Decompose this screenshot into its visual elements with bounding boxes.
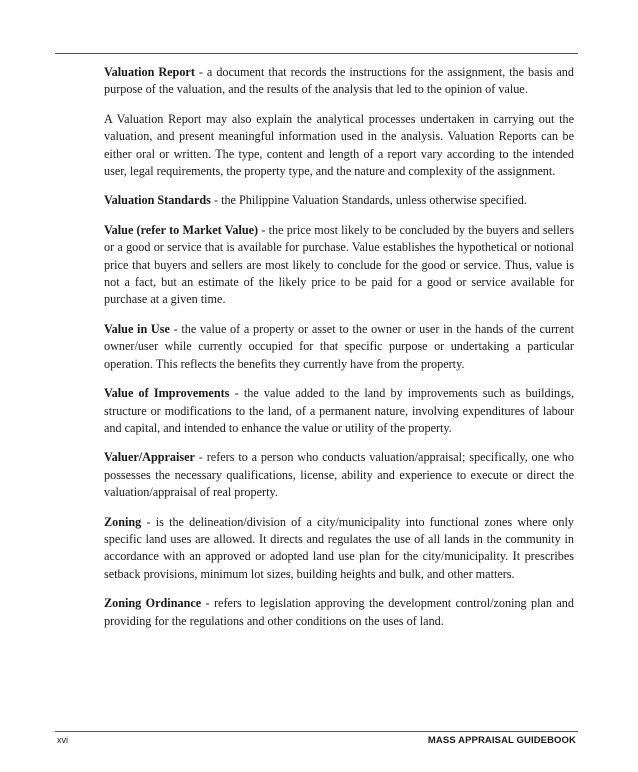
book-title: MASS APPRAISAL GUIDEBOOK xyxy=(427,735,576,746)
glossary-entry-valuation-report xyxy=(104,64,574,99)
page-number: xvi xyxy=(57,735,68,745)
glossary-entry-value xyxy=(104,222,574,309)
glossary-entry-value-in-use xyxy=(104,321,574,373)
glossary-term: Value in Use xyxy=(104,321,170,336)
glossary-definition: - refers to legislation approving the development control/zoning plan and providing for the regulations and other conditions on the uses of land. xyxy=(104,596,574,628)
glossary-term: Valuation Report xyxy=(104,65,195,79)
glossary-definition: - the Philippine Valuation Standards, unless otherwise specified. xyxy=(210,193,527,208)
glossary-entry-zoning-ordinance xyxy=(104,595,574,630)
glossary-entry-value-of-improvements xyxy=(104,385,574,437)
glossary-paragraph-valuation-report-detail xyxy=(104,111,574,181)
glossary-entry-valuation-standards xyxy=(104,192,574,209)
glossary-definition: - is the delineation/division of a city/municipality into functional zones where only specific land uses are allowed. It directs and regulates the use of all lands in the community in accordance with an approved or adopted land use plan for the city/municipality. It prescribes setback provisions, minimum lot sizes, building heights and bulk, and other matters. xyxy=(104,514,574,581)
glossary-entry-valuer-appraiser xyxy=(104,449,574,501)
glossary-definition: - refers to a person who conducts valuation/appraisal; specifically, one who possesses the necessary qualifications, license, ability and experience to execute or direct the valuation/appraisal of real property. xyxy=(104,450,574,500)
header-rule xyxy=(55,53,578,54)
glossary-term: Zoning xyxy=(104,514,142,529)
footer-rule xyxy=(55,731,578,732)
glossary-entry-zoning xyxy=(104,514,574,584)
glossary-content xyxy=(104,64,574,642)
glossary-definition: - the price most likely to be concluded by the buyers and sellers or a good or service that is available for purchase. Value establishes the hypothetical or notional price that buyers and sellers are most likely to conclude for the good or service. Thus, value is not a fact, but an estimate of the likely price to be paid for a good or service available for purchase at a given time. xyxy=(104,222,574,307)
glossary-definition: - the value of a property or asset to the owner or user in the hands of the current owner/user while currently occupied for that specific purpose or undertaking a particular operation. This reflects the benefits they currently have from the property. xyxy=(104,321,575,371)
glossary-term: Value of Improvements xyxy=(104,386,230,401)
glossary-definition: - a document that records the instructions for the assignment, the basis and purpose of the valuation, and the results of the analysis that led to the opinion of value. xyxy=(104,65,574,97)
glossary-term: Valuation Standards xyxy=(104,193,211,208)
glossary-term: Value (refer to Market Value) xyxy=(104,222,259,237)
glossary-definition: - the value added to the land by improvements such as buildings, structure or modifications to the land, of a permanent nature, involving expenditures of labour and capital, and intended to enhance the value or utility of the property. xyxy=(104,386,574,435)
glossary-definition: A Valuation Report may also explain the analytical processes undertaken in carrying out the valuation, and present meaningful information used in the analysis. Valuation Reports can be either oral or written. The type, content and length of a report vary according to the intended user, legal requirements, the property type, and the nature and complexity of the assignment. xyxy=(104,111,574,179)
glossary-term: Zoning Ordinance xyxy=(104,596,202,611)
glossary-term: Valuer/Appraiser xyxy=(104,450,195,465)
